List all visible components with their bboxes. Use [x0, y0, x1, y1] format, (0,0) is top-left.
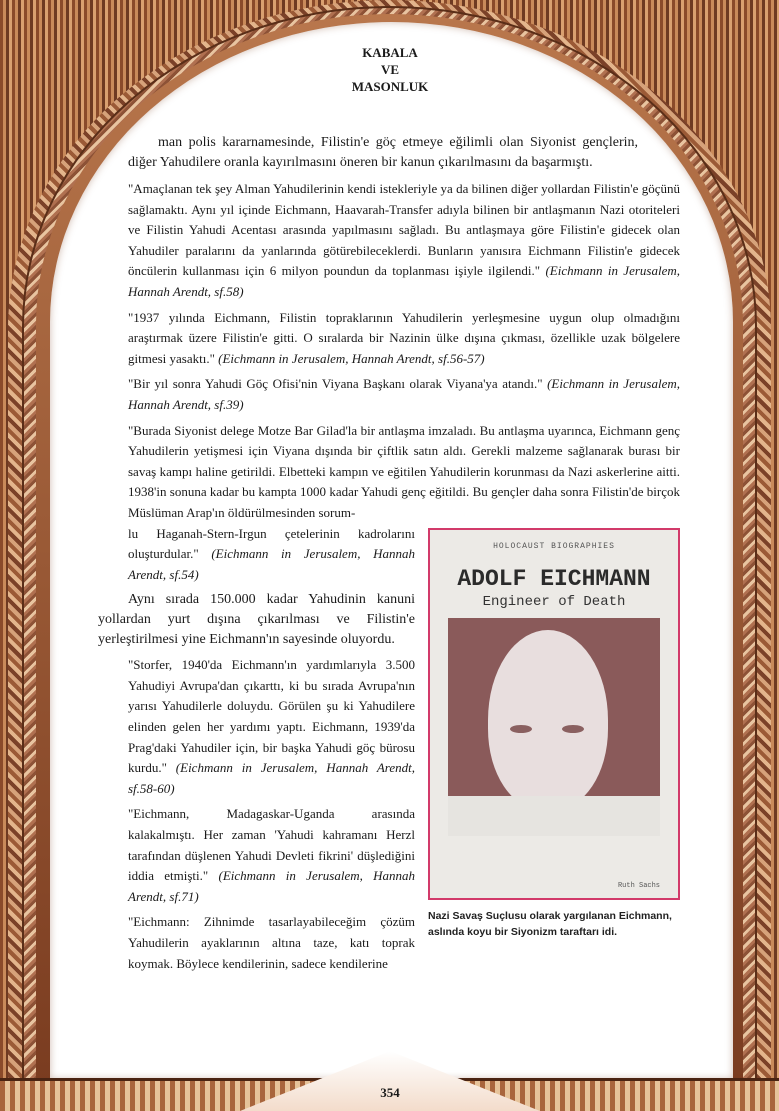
- cover-author: Ruth Sachs: [617, 881, 660, 890]
- quote-text: "Amaçlanan tek şey Alman Yahudilerinin kendi istekleriyle ya da bilinen diğer yollardan Filistin'e göçünü sağlamaktı. Aynı yıl içinde Eichmann, Haavarah-Transfer adıyla bilinen bir antlaşmanın Nazi otoriteleri ve Filistin Yahudi Acentası arasında yapılmasını sağladı. Bu antlaşmaya göre Filistin'e gidecek olan Yahudiler paralarını da yanlarında götürebileceklerdi. Bunların yanısıra Eichmann Filistin'e gidecek öncülerin kullanması için 6 milyon poundun da toplanması işiyle ilgilendi.": [128, 181, 680, 279]
- citation: (Eichmann in Jerusalem, Hannah Arendt, sf.58): [128, 263, 680, 299]
- portrait-eye: [510, 725, 532, 733]
- portrait-shirt: [448, 796, 660, 836]
- paragraph-text: Aynı sırada 150.000 kadar Yahudinin kanuni yollardan yurt dışına çıkarılması ve Filistin'e yerleştirilmesi yine Eichmann'ın sayesinde oluyordu.: [98, 592, 415, 648]
- quote-3: [128, 374, 680, 415]
- cover-subtitle: Engineer of Death: [482, 593, 626, 610]
- citation: (Eichmann in Jerusalem, Hannah Arendt, sf.56-57): [218, 350, 485, 366]
- running-header: [300, 44, 480, 95]
- quote-4: [128, 421, 680, 524]
- quote-text: lu Haganah-Stern-Irgun çetelerinin kadrolarını oluşturdular.": [128, 525, 415, 562]
- citation: (Eichmann in Jerusalem, Hannah Arendt, sf.54): [128, 546, 416, 582]
- quote-text: "1937 yılında Eichmann, Filistin topraklarının Yahudilerin yerleşmesine uygun olup olmadığını araştırmak üzere Filistin'e gitti. O sıralarda bir Nazinin ülke dışına çıkması, özellikle uzak bölgelere gitmesi yasaktı.": [128, 309, 680, 366]
- quote-1: [128, 179, 680, 303]
- quote-2: [128, 308, 680, 370]
- book-cover-image: [428, 528, 680, 900]
- quote-text: "Eichmann, Madagaskar-Uganda arasında kalakalmıştı. Her zaman 'Yahudi kahramanı Herzl tarafından düşlenen Yahudi Devleti fikrini' düşlediğini iddia etmişti.": [128, 806, 415, 884]
- quote-text: "Bir yıl sonra Yahudi Göç Ofisi'nin Viyana Başkanı olarak Viyana'ya atandı.": [128, 376, 543, 392]
- paragraph: [128, 133, 638, 173]
- main-text: [98, 133, 680, 979]
- portrait-photo: [448, 618, 660, 836]
- citation: (Eichmann in Jerusalem, Hannah Arendt, sf.71): [128, 868, 415, 904]
- citation: (Eichmann in Jerusalem, Hannah Arendt, sf.58-60): [128, 760, 416, 796]
- figure-caption: Nazi Savaş Suçlusu olarak yargılanan Eichmann, aslında koyu bir Siyonizm taraftarı idi.: [428, 909, 672, 938]
- figure: [428, 528, 680, 940]
- cover-series: HOLOCAUST BIOGRAPHIES: [493, 541, 615, 551]
- header-line: VE: [380, 62, 400, 77]
- citation: (Eichmann in Jerusalem, Hannah Arendt, sf.39): [128, 376, 680, 412]
- quote-text: "Burada Siyonist delege Motze Bar Gilad'la bir antlaşma imzaladı. Bu antlaşma uyarınca, Eichmann genç Yahudilerin yetişmesi için Viyana dışında bir çiftlik satın aldı. Gerekli malzeme sağlanarak burası bir savaş kampı haline getirildi. Elbetteki kampın ve eğitilen Yahudilerin korunması da Nazi askerlerine aitti. 1938'in sonuna kadar bu kampta 1000 kadar Yahudi genç eğitildi. Bu gençler daha sonra Filistin'de birçok Müslüman Arap'ın öldürülmesinden sorum-: [128, 422, 680, 520]
- header-line: KABALA: [362, 45, 418, 60]
- quote-text: "Storfer, 1940'da Eichmann'ın yardımlarıyla 3.500 Yahudiyi Avrupa'dan çıkarttı, ki bu sırada Avrupa'nın yarısı Yahudilerle doluydu. Görülen şu ki Yahudilere elinden gelen her yardımı yaptı. Eichmann, 1939'da Prag'daki Yahudiler için, bir başka Yahudi göç bürosu kurdu.": [128, 657, 415, 776]
- portrait-head: [488, 630, 608, 810]
- paragraph-text: man polis kararnamesinde, Filistin'e göç etmeye eğilimli olan Siyonist gençlerin, diğer Yahudilere oranla kayırılmasını öneren bir kanun çıkarılmasını da başarmıştı.: [128, 135, 638, 170]
- page-number: 354: [380, 1085, 400, 1100]
- header-line: MASONLUK: [351, 79, 429, 94]
- cover-title: ADOLF EICHMANN: [457, 565, 651, 592]
- quote-text: "Eichmann: Zihnimde tasarlayabileceğim çözüm Yahudilerin ayaklarının altına taze, katı toprak koymak. Böylece kendilerinin, sadece kendilerine: [128, 914, 415, 971]
- portrait-eye: [562, 725, 584, 733]
